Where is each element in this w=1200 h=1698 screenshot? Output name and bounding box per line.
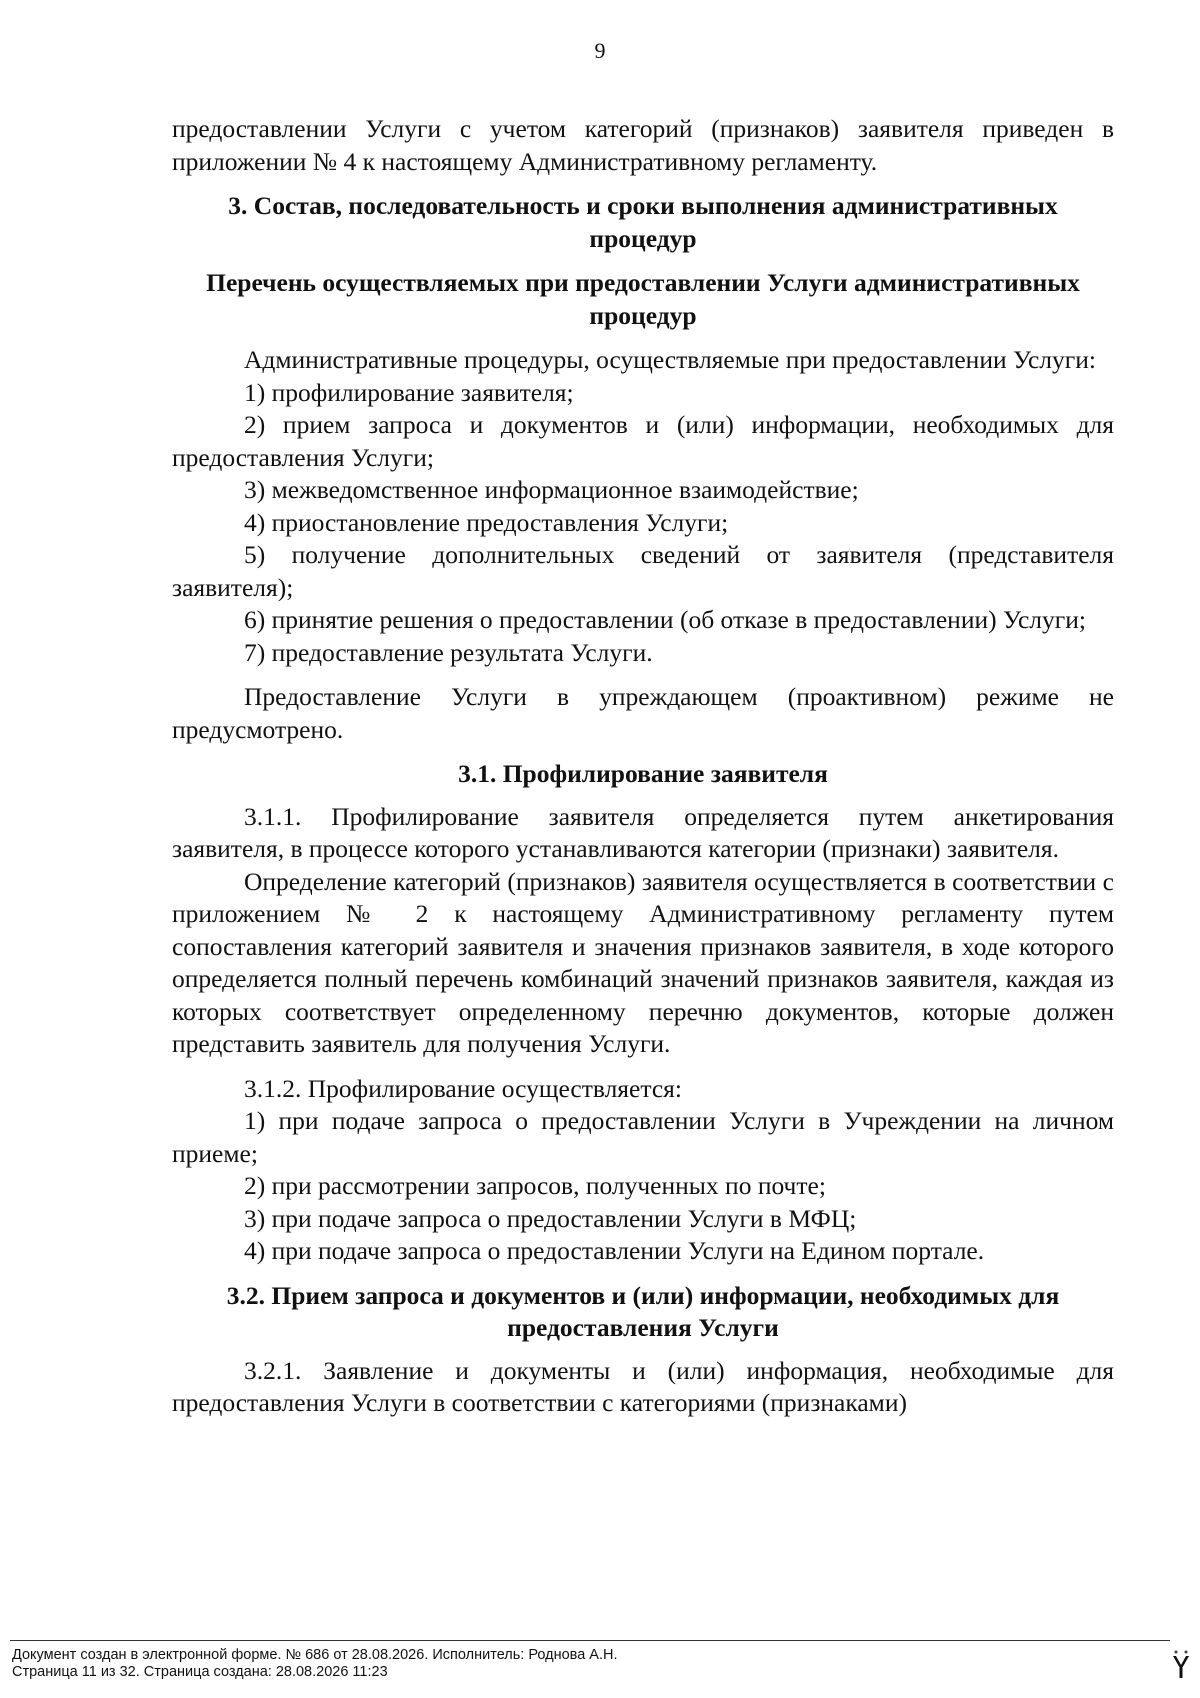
procedure-item: 1) профилирование заявителя; xyxy=(244,377,574,407)
proactive-note-paragraph: Предоставление Услуги в упреждающем (проактивном) режиме не предусмотрено. xyxy=(172,682,1114,744)
profiling-way-item: 3) при подаче запроса о предоставлении Услуги в МФЦ; xyxy=(244,1203,857,1233)
profiling-way-item: 1) при подаче запроса о предоставлении Услуги в Учреждении на личном приеме; xyxy=(172,1106,1114,1168)
intro-continuation-paragraph: предоставлении Услуги с учетом категорий (признаков) заявителя приведен в приложении № 4 к настоящему Административному регламенту. xyxy=(172,114,1114,176)
procedure-item: 4) приостановление предоставления Услуги; xyxy=(244,507,729,537)
footer-divider xyxy=(10,1640,1170,1641)
clause-3-2-1-paragraph: 3.2.1. Заявление и документы и (или) информация, необходимые для предоставления Услуги в соответствии с категориями (признаками) xyxy=(172,1355,1114,1417)
procedure-item: 3) межведомственное информационное взаимодействие; xyxy=(244,475,859,504)
procedure-item: 6) принятие решения о предоставлении (об отказе в предоставлении) Услуги; xyxy=(244,605,1086,634)
profiling-way-item: 4) при подаче запроса о предоставлении Услуги на Едином портале. xyxy=(244,1236,985,1265)
section-3-2-heading: 3.2. Прием запроса и документов и (или) информации, необходимых для предоставления Услуги xyxy=(226,1280,1060,1342)
procedures-intro-paragraph: Административные процедуры, осуществляемые при предоставлении Услуги: xyxy=(244,345,1096,374)
footer-document-info: Документ создан в электронной форме. № 686 от 28.08.2026. Исполнитель: Роднова А.Н. xyxy=(12,1647,618,1663)
page-number: 9 xyxy=(594,38,606,63)
profiling-way-item: 2) при рассмотрении запросов, полученных по почте; xyxy=(244,1171,826,1200)
section-3-1-heading: 3.1. Профилирование заявителя xyxy=(458,759,828,788)
procedures-list-heading: Перечень осуществляемых при предоставлении Услуги административных процедур xyxy=(206,268,1080,330)
document-body xyxy=(172,113,1114,1420)
clause-3-1-1-paragraph: 3.1.1. Профилирование заявителя определяется путем анкетирования заявителя, в процессе которого устанавливаются категории (признаки) заявителя. xyxy=(172,801,1114,863)
document-footer xyxy=(12,1647,618,1681)
procedure-item: 7) предоставление результата Услуги. xyxy=(244,637,653,667)
footer-page-info: Страница 11 из 32. Страница создана: 28.08.2026 11:23 xyxy=(12,1664,388,1680)
clause-3-1-2-paragraph: 3.1.2. Профилирование осуществляется: xyxy=(244,1073,682,1103)
procedure-item: 5) получение дополнительных сведений от заявителя (представителя заявителя); xyxy=(172,540,1114,602)
emblem-icon xyxy=(1170,1644,1192,1684)
category-definition-paragraph: Определение категорий (признаков) заявителя осуществляется в соответствии с приложением № 2 к настоящему Административному регламенту путем сопоставления категорий заявителя и значения признаков заявителя, в ходе которого определяется полный перечень комбинаций значений признаков заявителя, каждая из которых соответствует определенному перечню документов, которые должен представить заявитель для получения Услуги. xyxy=(172,866,1114,1058)
procedure-item: 2) прием запроса и документов и (или) информации, необходимых для предоставления Услуги; xyxy=(172,410,1114,472)
section-3-heading: 3. Состав, последовательность и сроки выполнения административных процедур xyxy=(228,191,1058,253)
